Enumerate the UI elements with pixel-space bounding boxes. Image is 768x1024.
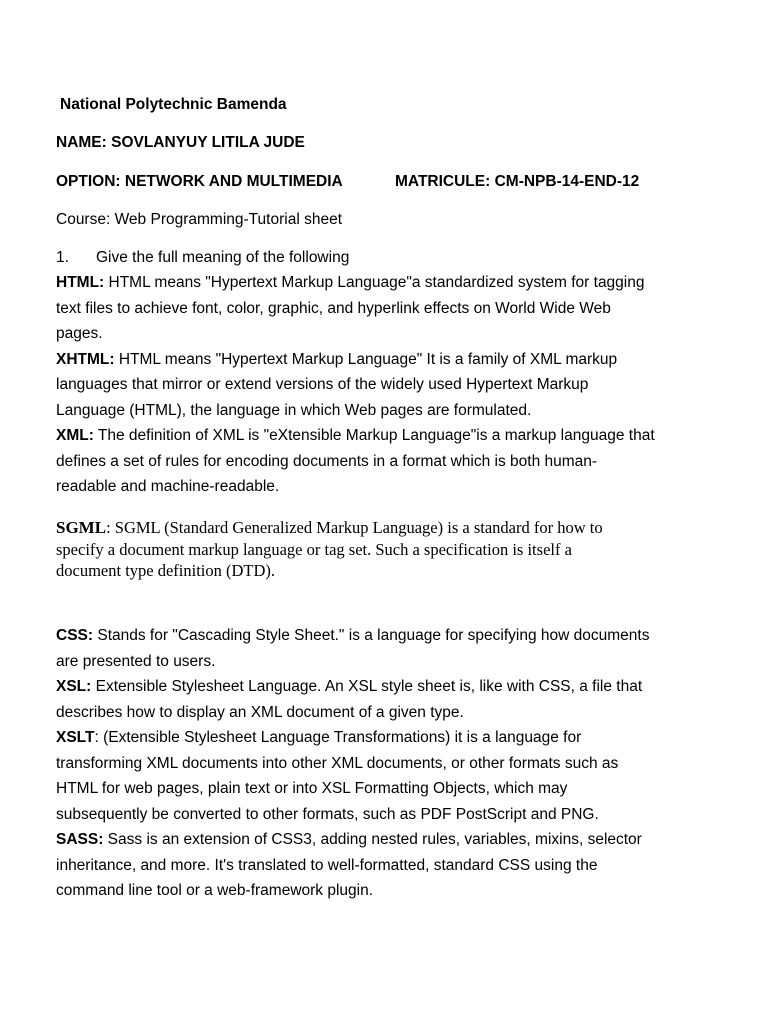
definition-text: HTML for web pages, plain text or into XSL Formatting Objects, which may <box>56 780 568 797</box>
term-label: SASS: <box>56 831 104 848</box>
definition-text: Extensible Stylesheet Language. An XSL style sheet is, like with CSS, a file that <box>91 678 643 695</box>
question-text: Give the full meaning of the following <box>96 249 350 266</box>
definition-text: The definition of XML is "eXtensible Markup Language"is a markup language that <box>93 427 655 444</box>
course-title: Course: Web Programming-Tutorial sheet <box>56 211 343 228</box>
definition-text: Stands for "Cascading Style Sheet." is a language for specifying how documents <box>93 627 650 644</box>
definition-text: pages. <box>56 325 103 342</box>
definition-html <box>56 270 696 347</box>
definition-text: are presented to users. <box>56 652 216 670</box>
term-label: XML: <box>56 427 94 444</box>
term-label: HTML: <box>56 274 105 291</box>
definition-text: describes how to display an XML document of a given type. <box>56 703 464 721</box>
definition-text: inheritance, and more. It's translated to well-formatted, standard CSS using the <box>56 856 598 874</box>
term-label: XSLT <box>56 729 95 746</box>
definition-text: languages that mirror or extend versions of the widely used Hypertext Markup <box>56 376 589 393</box>
definition-text: text files to achieve font, color, graphic, and hyperlink effects on World Wide Web <box>56 299 611 317</box>
student-matricule: MATRICULE: CM-NPB-14-END-12 <box>395 173 640 190</box>
question-number: 1. <box>56 249 69 266</box>
definition-text: defines a set of rules for encoding documents in a format which is both human- <box>56 452 598 470</box>
definition-xsl <box>56 674 696 725</box>
term-label: SGML <box>56 518 107 537</box>
definition-xhtml <box>56 347 696 424</box>
definition-text: readable and machine-readable. <box>56 478 280 495</box>
question-1 <box>56 248 349 268</box>
definition-xml <box>56 423 696 500</box>
definition-sass <box>56 827 696 904</box>
term-label: XHTML: <box>56 350 115 368</box>
term-label: XSL: <box>56 678 92 695</box>
definition-text: : (Extensible Stylesheet Language Transformations) it is a language for <box>94 729 582 746</box>
definition-css <box>56 623 696 674</box>
definition-text: HTML means "Hypertext Markup Language" It is a family of XML markup <box>114 350 618 368</box>
definition-sgml <box>56 517 706 582</box>
definition-text: transforming XML documents into other XML documents, or other formats such as <box>56 754 619 772</box>
student-name: NAME: SOVLANYUY LITILA JUDE <box>56 134 305 151</box>
definition-xslt <box>56 725 696 827</box>
definition-text: Language (HTML), the language in which Web pages are formulated. <box>56 401 532 419</box>
definition-text: subsequently be converted to other formats, such as PDF PostScript and PNG. <box>56 805 599 823</box>
definition-text: : SGML (Standard Generalized Markup Language) is a standard for how to <box>106 518 603 537</box>
definition-text: specify a document markup language or tag set. Such a specification is itself a <box>56 539 572 559</box>
definition-text: HTML means "Hypertext Markup Language"a standardized system for tagging <box>104 274 645 291</box>
definition-text: Sass is an extension of CSS3, adding nested rules, variables, mixins, selector <box>103 831 642 848</box>
definition-text: document type definition (DTD). <box>56 561 276 580</box>
term-label: CSS: <box>56 627 94 644</box>
definitions-group-1 <box>56 270 696 500</box>
student-option: OPTION: NETWORK AND MULTIMEDIA <box>56 173 343 190</box>
institution-heading: National Polytechnic Bamenda <box>60 96 287 113</box>
definition-text: command line tool or a web-framework plugin. <box>56 882 374 899</box>
definitions-group-2 <box>56 623 696 904</box>
